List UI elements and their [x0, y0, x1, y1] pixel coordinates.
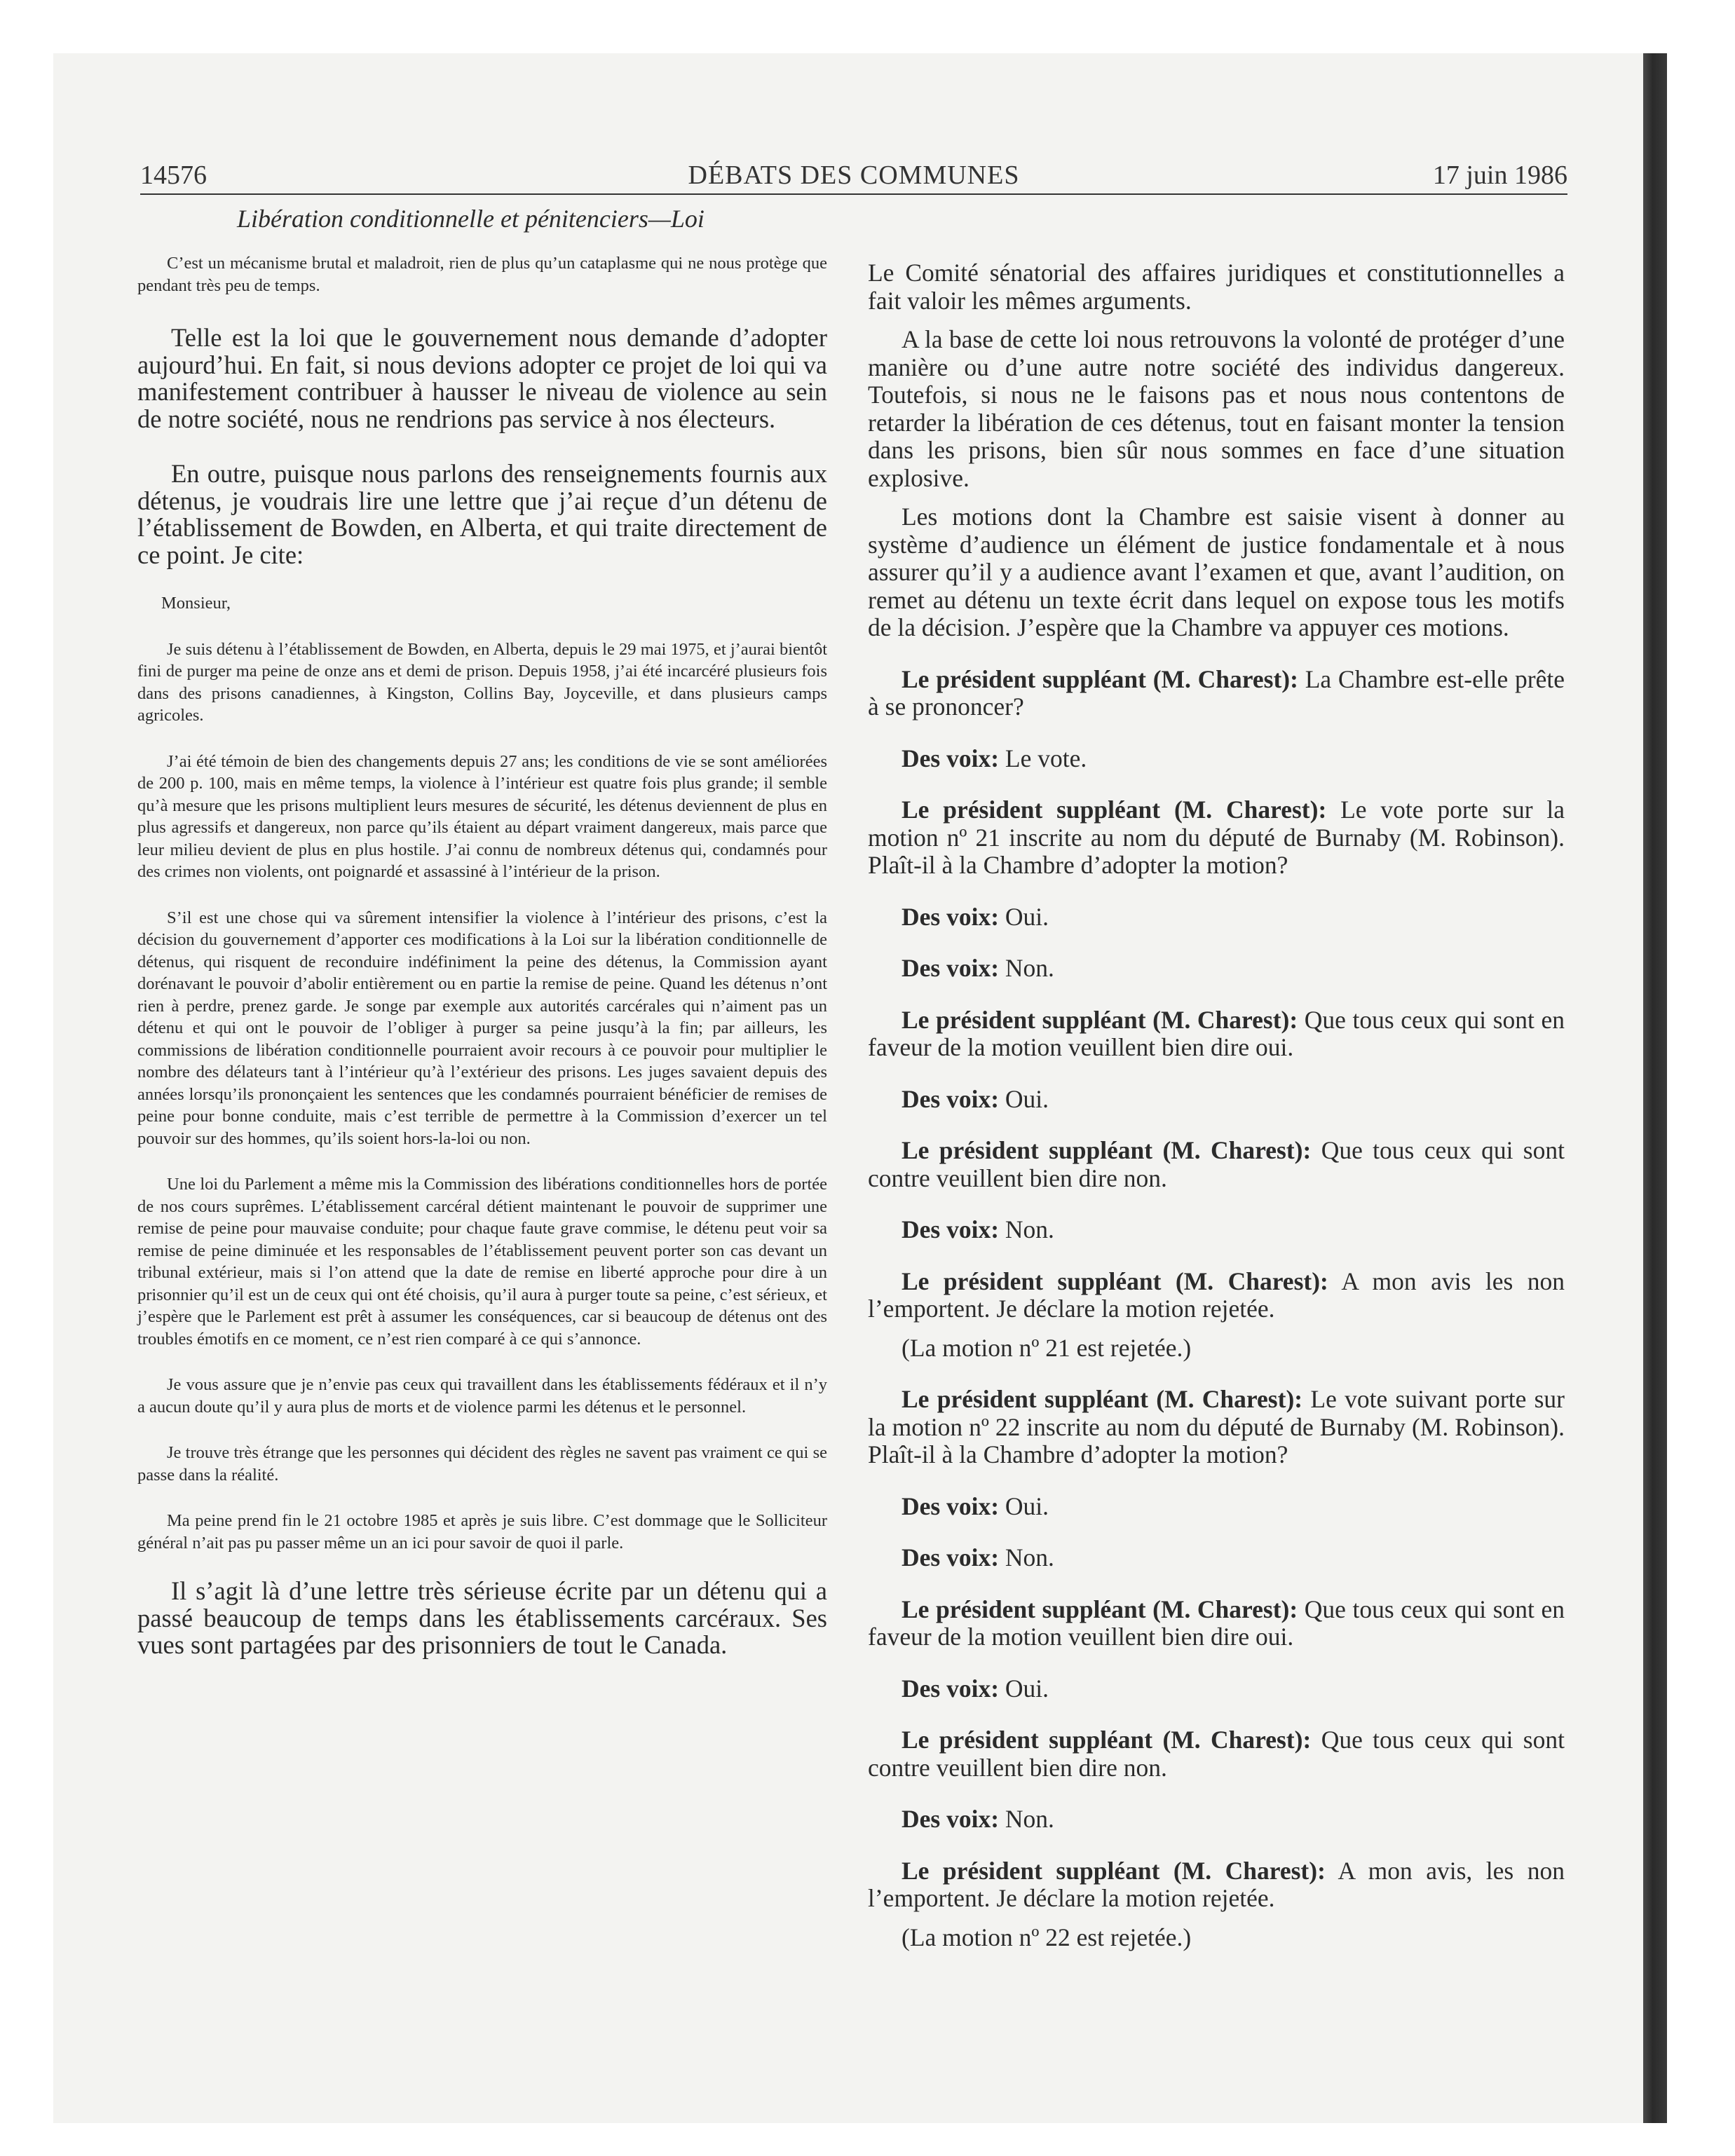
speaker-label: Le président suppléant (M. Charest): — [901, 1856, 1326, 1885]
debate-line — [868, 903, 1565, 932]
speech: Le vote. — [1005, 744, 1087, 772]
speaker-label: Le président suppléant (M. Charest): — [901, 1385, 1303, 1413]
voices-label: Des voix: — [901, 1084, 1000, 1113]
speech: Que tous ceux qui sont contre veuillent bien dire non. — [868, 1136, 1565, 1192]
speech: Le vote suivant porte sur la motion nº 22 inscrite au nom du député de Burnaby (M. Robinson). Plaît-il à la Chambre d’adopter la motion? — [868, 1385, 1565, 1468]
speaker-label: Le président suppléant (M. Charest): — [901, 1136, 1312, 1164]
debate-line — [868, 955, 1565, 983]
speech: Non. — [1005, 1215, 1054, 1243]
publication-title: DÉBATS DES COMMUNES — [688, 161, 1020, 190]
letter-paragraph: J’ai été témoin de bien des changements depuis 27 ans; les conditions de vie se sont améliorées de 200 p. 100, mais en même temps, la violence à l’intérieur est quatre fois plus grande; il semble qu’à mesure que les prisons multiplient leurs mesures de sécurité, les détenus deviennent de plus en plus agressifs et dangereux, non parce qu’ils étaient au départ vraiment dangereux, mais parce que leur milieu devient de plus en plus hostile. J’ai connu de nombreux détenus qui, condamnés pour des crimes non violents, ont poignardé et assassiné à l’intérieur de la prison. — [137, 751, 827, 881]
letter-paragraph: S’il est une chose qui va sûrement intensifier la violence à l’intérieur des prisons, c’est la décision du gouvernement d’apporter ces modifications à la Loi sur la libération conditionnelle de détenus, qui risquent de reconduire indéfiniment la peine des détenus, la Commission ayant dorénavant le pouvoir d’abolir entièrement ou en partie la remise de peine. Quand les détenus n’ont rien à perdre, prenez garde. Je songe par exemple aux autorités carcérales qui n’aiment pas un détenu et qui ont le pouvoir de l’obliger à purger sa peine jusqu’à la fin; par ailleurs, les commissions de libération conditionnelle pourraient avoir recours à ce pouvoir pour multiplier le nombre des délateurs tant à l’intérieur qu’à l’extérieur des prisons. Les juges savaient depuis des années lorsqu’ils prononçaient les sentences que les condamnés pourraient bénéficier de remises de peine pour bonne conduite, mais c’est terrible de permettre à la Commission d’exercer un tel pouvoir sur des hommes, qu’ils soient hors-la-loi ou non. — [137, 908, 827, 1148]
speech: Oui. — [1005, 1084, 1049, 1113]
speech: Non. — [1005, 1805, 1054, 1833]
speaker-label: Le président suppléant (M. Charest): — [901, 1005, 1298, 1034]
debate-line — [868, 745, 1565, 773]
paragraph: En outre, puisque nous parlons des renseignements fournis aux détenus, je voudrais lire une lettre que j’ai reçue d’un détenu de l’établissement de Bowden, en Alberta, et qui traite directement de ce point. Je cite: — [137, 459, 827, 569]
speaker-label: Le président suppléant (M. Charest): — [901, 664, 1298, 693]
voices-label: Des voix: — [901, 902, 1000, 931]
debate-line — [868, 1596, 1565, 1651]
debate-line — [868, 1216, 1565, 1244]
ruling-note: (La motion nº 22 est rejetée.) — [901, 1923, 1192, 1951]
paragraph: Telle est la loi que le gouvernement nous demande d’adopter aujourd’hui. En fait, si nous devions adopter ce projet de loi qui va manifestement contribuer à hausser le niveau de violence au sein de notre société, nous ne rendrions pas service à nos électeurs. — [137, 323, 827, 433]
speech: A mon avis, les non l’emportent. Je déclare la motion rejetée. — [868, 1856, 1565, 1912]
scan-edge-shadow — [1643, 53, 1667, 2123]
speech: Que tous ceux qui sont contre veuillent bien dire non. — [868, 1726, 1565, 1782]
letter-paragraph: Je trouve très étrange que les personnes qui décident des règles ne savent pas vraiment ce qui se passe dans la réalité. — [137, 1443, 827, 1485]
speech: A mon avis les non l’emportent. Je déclare la motion rejetée. — [868, 1267, 1565, 1323]
letter-paragraph: Une loi du Parlement a même mis la Commission des libérations conditionnelles hors de portée de nos cours suprêmes. L’établissement carcéral détient maintenant le pouvoir de supprimer une remise de peine pour mauvaise conduite; pour chaque faute grave commise, le détenu peut voir sa remise de peine diminuée et les responsables de l’établissement peuvent porter son cas devant un tribunal extérieur, mais si l’on attend que la date de remise en liberté approche pour dire à un prisonnier qu’il est un de ceux qui ont été choisis, qu’il aura à purger toute sa peine, c’est sérieux, et j’espère que le Parlement est prêt à assumer les conséquences, car si beaucoup de détenus ont des troubles émotifs en ce moment, ce n’est rien comparé à ce qui s’annonce. — [137, 1175, 827, 1349]
speaker-label: Le président suppléant (M. Charest): — [901, 796, 1327, 824]
letter-paragraph: Ma peine prend fin le 21 octobre 1985 et après je suis libre. C’est dommage que le Solliciteur général n’ait pas pu passer même un an ici pour savoir de quoi il parle. — [137, 1511, 827, 1553]
voices-label: Des voix: — [901, 1805, 1000, 1833]
header-rule — [140, 193, 1567, 195]
speech: Que tous ceux qui sont en faveur de la motion veuillent bien dire oui. — [868, 1595, 1565, 1651]
letter-salutation: Monsieur, — [161, 594, 231, 613]
debate-line — [868, 666, 1565, 721]
speaker-label: Le président suppléant (M. Charest): — [901, 1595, 1298, 1623]
speaker-label: Le président suppléant (M. Charest): — [901, 1726, 1312, 1754]
paragraph: C’est un mécanisme brutal et maladroit, rien de plus qu’un cataplasme qui ne nous protège que pendant très peu de temps. — [137, 254, 827, 295]
paragraph: Il s’agit là d’une lettre très sérieuse écrite par un détenu qui a passé beaucoup de temps dans les établissements carcéraux. Ses vues sont partagées par des prisonniers de tout le Canada. — [137, 1576, 827, 1659]
speech: Non. — [1005, 954, 1054, 982]
ruling-note: (La motion nº 21 est rejetée.) — [901, 1333, 1192, 1362]
letter-paragraph: Je vous assure que je n’envie pas ceux qui travaillent dans les établissements fédéraux et il n’y a aucun doute qu’il y aura plus de morts et de violence parmi les détenus et le personnel. — [137, 1375, 827, 1417]
voices-label: Des voix: — [901, 744, 1000, 772]
voices-label: Des voix: — [901, 1674, 1000, 1703]
page-number: 14576 — [140, 161, 207, 190]
debate-line — [868, 1726, 1565, 1782]
speech: Non. — [1005, 1543, 1054, 1571]
speech: Que tous ceux qui sont en faveur de la motion veuillent bien dire oui. — [868, 1005, 1565, 1061]
right-column — [868, 259, 1565, 1951]
section-title: Libération conditionnelle et pénitenciers—Loi — [237, 205, 705, 233]
voices-label: Des voix: — [901, 954, 1000, 982]
debate-line — [868, 1386, 1565, 1469]
debate-line — [868, 1268, 1565, 1323]
voices-label: Des voix: — [901, 1492, 1000, 1520]
speech: La Chambre est-elle prête à se prononcer? — [868, 664, 1565, 721]
left-column — [137, 205, 827, 1659]
debate-line — [868, 1857, 1565, 1913]
voices-label: Des voix: — [901, 1543, 1000, 1571]
paragraph: A la base de cette loi nous retrouvons la volonté de protéger d’une manière ou d’une autre notre société des individus dangereux. Toutefois, si nous ne le faisons pas et nous nous contentons de retarder la libération de ces détenus, tout en faisant monter la tension dans les prisons, bien sûr nous sommes en face d’une situation explosive. — [868, 325, 1565, 492]
speech: Oui. — [1005, 1674, 1049, 1703]
speaker-label: Le président suppléant (M. Charest): — [901, 1267, 1328, 1295]
publication-date: 17 juin 1986 — [1432, 161, 1567, 190]
speech: Oui. — [1005, 1492, 1049, 1520]
voices-label: Des voix: — [901, 1215, 1000, 1243]
paragraph: Le Comité sénatorial des affaires juridiques et constitutionnelles a fait valoir les mêmes arguments. — [868, 259, 1565, 315]
debate-line — [868, 1007, 1565, 1062]
debate-line — [868, 1544, 1565, 1572]
debate-line — [868, 1086, 1565, 1114]
running-header — [140, 160, 1567, 195]
debate-line — [868, 1493, 1565, 1521]
letter-paragraph: Je suis détenu à l’établissement de Bowden, en Alberta, depuis le 29 mai 1975, et j’aurai bientôt fini de purger ma peine de onze ans et demi de prison. Depuis 1958, j’ai été incarcéré plusieurs fois dans des prisons canadiennes, à Kingston, Collins Bay, Joyceville, et dans plusieurs camps agricoles. — [137, 639, 827, 725]
debate-line — [868, 1137, 1565, 1192]
debate-line — [868, 796, 1565, 880]
debate-line — [868, 1806, 1565, 1834]
paragraph: Les motions dont la Chambre est saisie visent à donner au système d’audience un élément de justice fondamentale et à nous assurer qu’il y a audience avant l’examen et que, avant l’audition, on remet au détenu un texte écrit dans lequel on expose tous les motifs de la décision. J’espère que la Chambre va appuyer ces motions. — [868, 503, 1565, 641]
debate-line — [868, 1675, 1565, 1703]
speech: Le vote porte sur la motion nº 21 inscrite au nom du député de Burnaby (M. Robinson). Plaît-il à la Chambre d’adopter la motion? — [868, 796, 1565, 879]
speech: Oui. — [1005, 902, 1049, 931]
